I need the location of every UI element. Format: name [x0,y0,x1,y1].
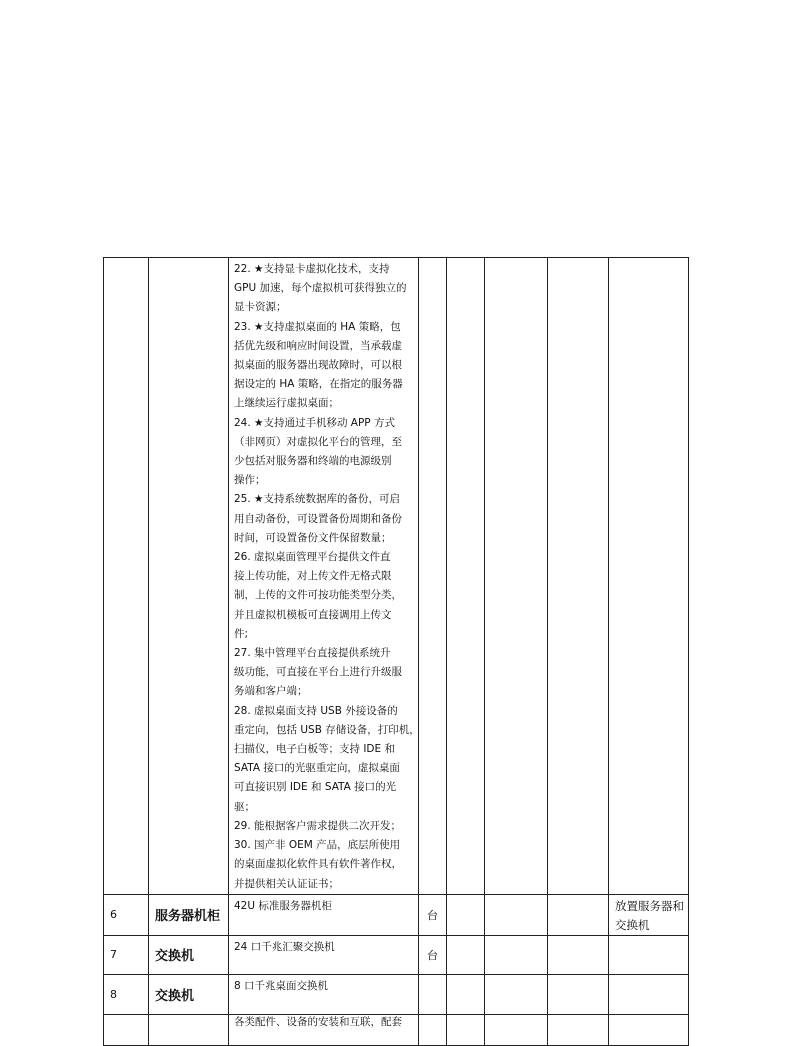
spec-line: 26. 虚拟桌面管理平台提供文件直 [234,551,391,564]
spec-line: 27. 集中管理平台直接提供系统升 [234,647,391,660]
item-total [548,894,609,935]
table-row-clipped [104,1014,689,1045]
item-unit [419,1014,447,1045]
spec-line: 件; [234,627,249,640]
item-price [485,974,548,1014]
spec-line: （非网页）对虚拟化平台的管理，至 [234,435,402,448]
spec-line: 24. ★支持通过手机移动 APP 方式 [234,416,395,429]
item-name: 服务器机柜 [149,894,229,935]
row-number: 6 [104,894,149,935]
row-number: 7 [104,935,149,974]
item-desc: 24 口千兆汇聚交换机 [229,935,419,974]
spec-line: 驱； [234,800,255,813]
spec-line: 上继续运行虚拟桌面； [234,397,339,410]
item-name: 交换机 [149,935,229,974]
spec-line: 时间，可设置备份文件保留数量； [234,531,392,544]
item-qty [447,894,485,935]
item-name [149,1014,229,1045]
spec-line: 重定向，包括 USB 存储设备，打印机， [234,723,420,736]
spec-line: 接上传功能，对上传文件无格式限 [234,570,392,583]
item-name: 交换机 [149,974,229,1014]
cell-remark [609,258,689,895]
item-remark: 放置服务器和交换机 [609,894,689,935]
cell-desc [229,258,419,895]
spec-line: 可直接识别 IDE 和 SATA 接口的光 [234,781,397,794]
spec-text [234,260,420,894]
item-qty [447,974,485,1014]
spec-line: 的桌面虚拟化软件具有软件著作权， [234,858,402,871]
item-total [548,1014,609,1045]
item-desc: 8 口千兆桌面交换机 [229,974,419,1014]
cell-qty [447,258,485,895]
item-price [485,1014,548,1045]
spec-table [103,257,689,1046]
spec-line: 用自动备份，可设置备份周期和备份 [234,512,402,525]
spec-line: 23. ★支持虚拟桌面的 HA 策略，包 [234,320,401,333]
item-unit [419,974,447,1014]
item-price [485,935,548,974]
spec-line: 操作； [234,474,266,487]
item-remark [609,1014,689,1045]
item-unit: 台 [419,935,447,974]
spec-line: 级功能，可直接在平台上进行升级服 [234,666,402,679]
spec-line: 括优先级和响应时间设置，当承载虚 [234,339,402,352]
item-total [548,974,609,1014]
item-unit: 台 [419,894,447,935]
table-row-continuation [104,258,689,895]
table-row [104,935,689,974]
spec-line: 22. ★支持显卡虚拟化技术，支持 [234,263,390,275]
row-number: 8 [104,974,149,1014]
item-remark [609,974,689,1014]
spec-line: 拟桌面的服务器出现故障时，可以根 [234,359,402,372]
table-row [104,894,689,935]
spec-line: 29. 能根据客户需求提供二次开发； [234,819,402,832]
spec-line: 扫描仪，电子白板等；支持 IDE 和 [234,743,395,756]
spec-line: 25. ★支持系统数据库的备份，可启 [234,493,400,506]
row-number [104,1014,149,1045]
table-row [104,974,689,1014]
spec-line: 并且虚拟机模板可直接调用上传文 [234,608,392,621]
spec-line: 显卡资源； [234,301,287,314]
item-desc: 各类配件、设备的安装和互联，配套 [229,1014,419,1045]
spec-line: 务端和客户端； [234,685,308,698]
spec-line: 并提供相关认证证书； [234,877,339,890]
cell-no [104,258,149,895]
spec-line: 30. 国产非 OEM 产品，底层所使用 [234,839,401,852]
item-qty [447,1014,485,1045]
cell-price [485,258,548,895]
item-remark [609,935,689,974]
item-desc: 42U 标准服务器机柜 [229,894,419,935]
spec-line: SATA 接口的光驱重定向，虚拟桌面 [234,762,400,775]
item-price [485,894,548,935]
cell-name [149,258,229,895]
spec-line: GPU 加速，每个虚拟机可获得独立的 [234,282,407,295]
spec-line: 少包括对服务器和终端的电源级别 [234,455,392,468]
spec-line: 据设定的 HA 策略，在指定的服务器 [234,378,403,391]
cell-unit [419,258,447,895]
spec-line: 28. 虚拟桌面支持 USB 外接设备的 [234,704,398,717]
item-total [548,935,609,974]
spec-line: 制，上传的文件可按功能类型分类， [234,589,402,602]
item-qty [447,935,485,974]
cell-total [548,258,609,895]
